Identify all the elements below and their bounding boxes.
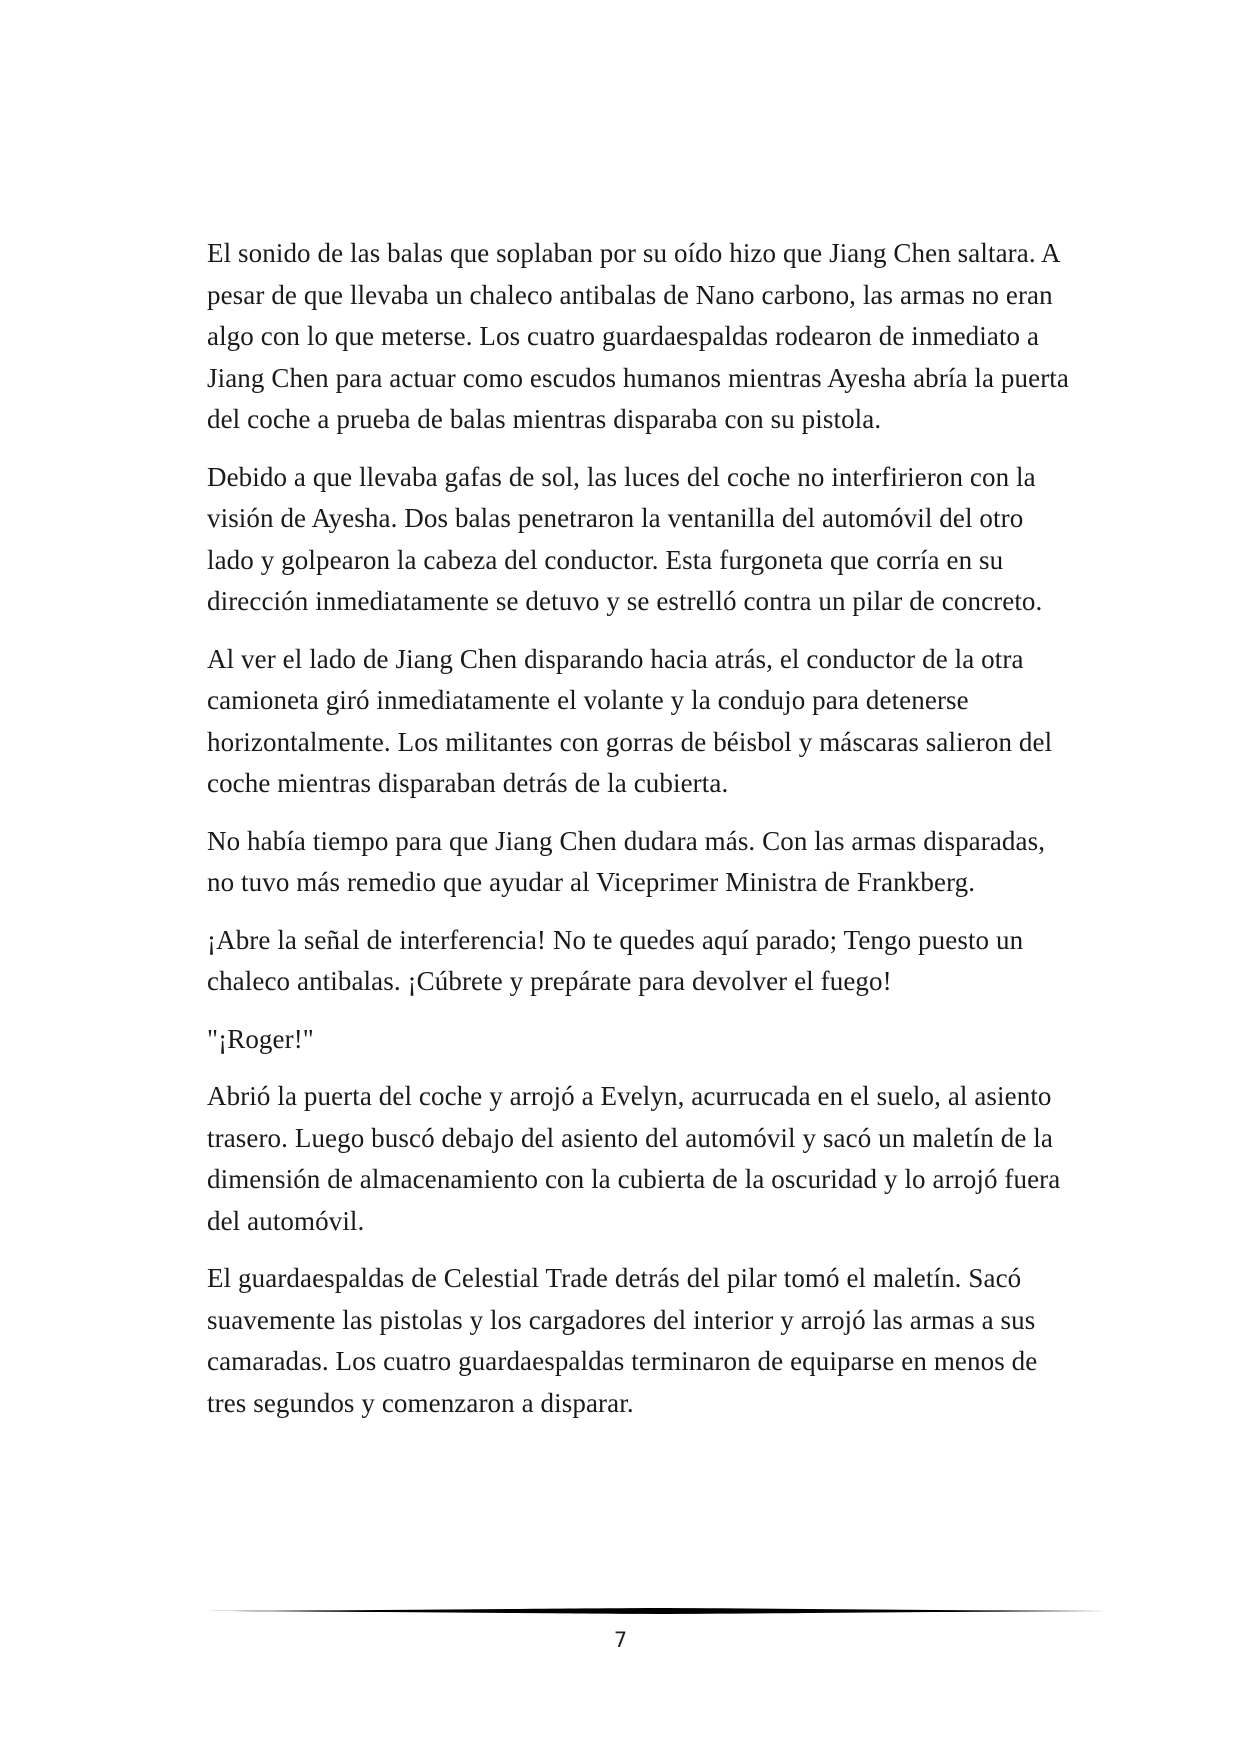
paragraph-6: "¡Roger!" (207, 1023, 314, 1054)
paragraph-4: No había tiempo para que Jiang Chen dudara más. Con las armas disparadas, no tuvo más remedio que ayudar al Viceprimer Ministra de Frankberg. (207, 825, 1046, 897)
paragraph-5: ¡Abre la señal de interferencia! No te quedes aquí parado; Tengo puesto un chaleco antibalas. ¡Cúbrete y prepárate para devolver el fuego! (207, 924, 1024, 996)
paragraph-3: Al ver el lado de Jiang Chen disparando hacia atrás, el conductor de la otra camioneta giró inmediatamente el volante y la condujo para detenerse horizontalmente. Los militantes con gorras de béisbol y máscaras salieron del coche mientras disparaban detrás de la cubierta. (207, 643, 1053, 798)
footer-divider (207, 1606, 1107, 1616)
paragraph-2: Debido a que llevaba gafas de sol, las luces del coche no interfirieron con la visión de Ayesha. Dos balas penetraron la ventanilla del automóvil del otro lado y golpearon la cabeza del conductor. Esta furgoneta que corría en su dirección inmediatamente se detuvo y se estrelló contra un pilar de concreto. (207, 461, 1043, 616)
body-text (207, 233, 1077, 1440)
paragraph-1: El sonido de las balas que soplaban por su oído hizo que Jiang Chen saltara. A pesar de que llevaba un chaleco antibalas de Nano carbono, las armas no eran algo con lo que meterse. Los cuatro guardaespaldas rodearon de inmediato a Jiang Chen para actuar como escudos humanos mientras Ayesha abría la puerta del coche a prueba de balas mientras disparaba con su pistola. (207, 238, 1069, 434)
footer-divider-swash (207, 1608, 1107, 1614)
page-number: 7 (613, 1628, 628, 1652)
paragraph-8: El guardaespaldas de Celestial Trade detrás del pilar tomó el maletín. Sacó suavemente las pistolas y los cargadores del interior y arrojó las armas a sus camaradas. Los cuatro guardaespaldas terminaron de equiparse en menos de tres segundos y comenzaron a disparar. (207, 1263, 1038, 1418)
paragraph-7: Abrió la puerta del coche y arrojó a Evelyn, acurrucada en el suelo, al asiento trasero. Luego buscó debajo del asiento del automóvil y sacó un maletín de la dimensión de almacenamiento con la cubierta de la oscuridad y lo arrojó fuera del automóvil. (207, 1081, 1061, 1236)
